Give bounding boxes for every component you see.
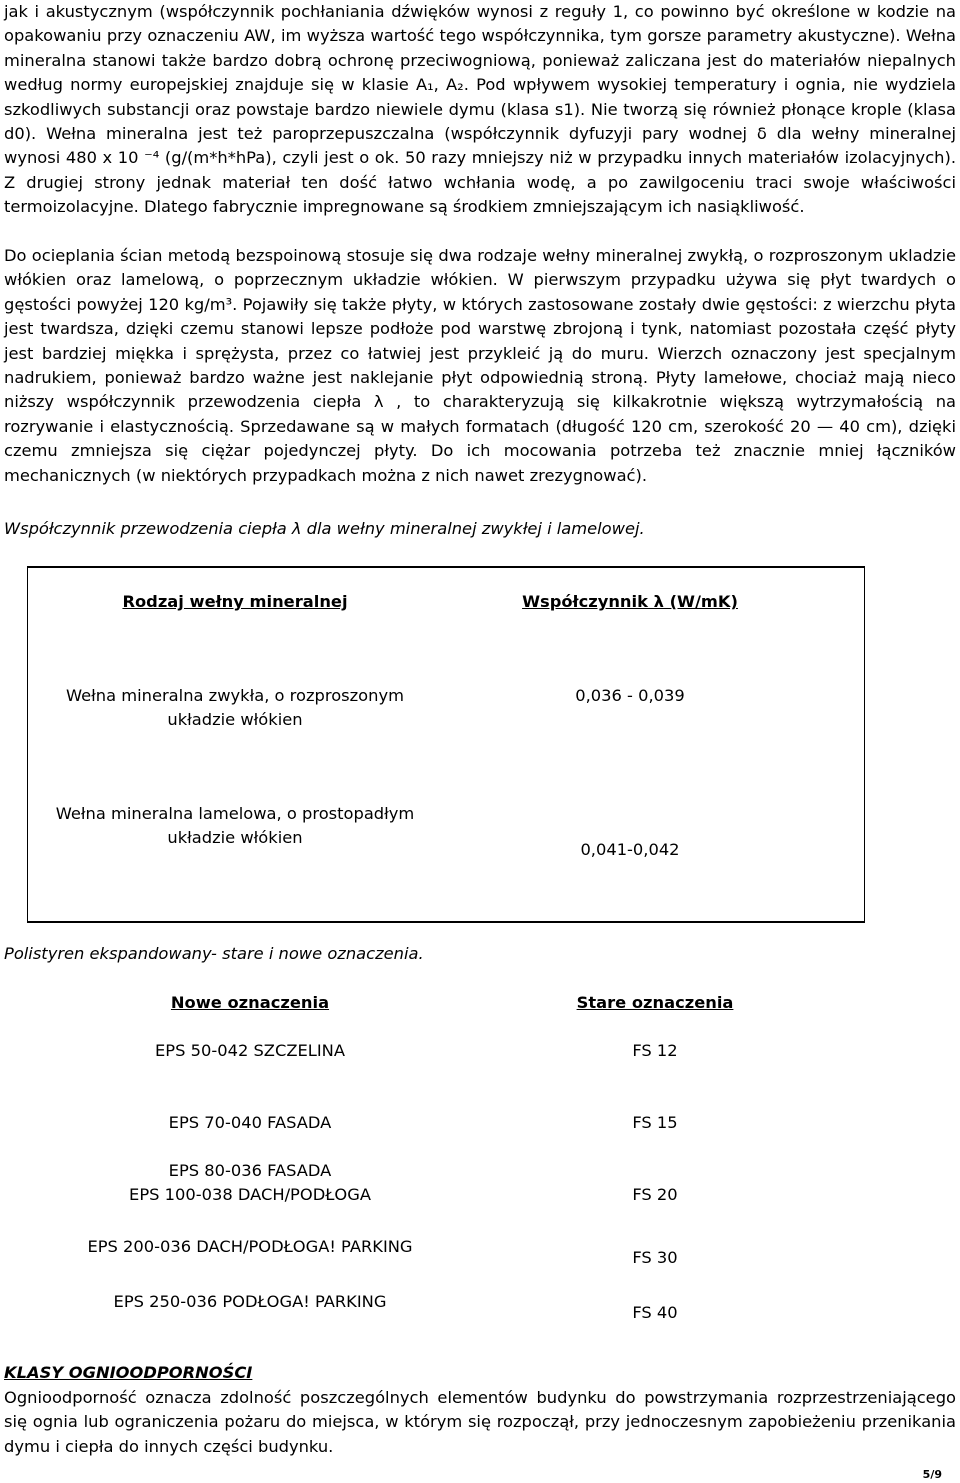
table1-row-1-type <box>30 684 440 732</box>
eps-old-1: FS 12 <box>632 1041 678 1060</box>
table1-row-2-type-line2: układzie włókien <box>167 828 303 847</box>
thermal-conductivity-table <box>27 566 865 923</box>
table1-row-1-value: 0,036 - 0,039 <box>575 686 685 705</box>
table2-header-old: Stare oznaczenia <box>576 993 734 1012</box>
table1-row-1-type-line2: układzie włókien <box>167 710 303 729</box>
eps-old-6: FS 40 <box>632 1303 678 1322</box>
table1-header-lambda: Współczynnik λ (W/mK) <box>522 592 738 611</box>
eps-new-5: EPS 200-036 DACH/PODŁOGA! PARKING <box>87 1237 413 1256</box>
eps-new-2: EPS 70-040 FASADA <box>168 1113 332 1132</box>
table1-row-2-type <box>20 802 450 850</box>
eps-new-4: EPS 100-038 DACH/PODŁOGA <box>129 1185 371 1204</box>
intro-paragraph-2: Do ocieplania ścian metodą bezspoinową stosuje się dwa rodzaje wełny mineralnej zwykłą, o rozproszonym ukladzie włókien oraz lamelową, o poprzecznym układzie włókien. W pierwszym przypadku używa się płyt twardych o gęstości powyżej 120 kg/m³. Pojawiły się także płyty, w których zastosowane zostały dwie gęstości: z wierzchu płyta jest twardsza, dzięki czemu stanowi lepsze podłoże pod warstwę zbrojoną i tynk, natomiast pozostała część płyty jest bardziej miękka i sprężysta, przez co łatwiej jest przykleić ją do muru. Wierzch oznaczony jest specjalnym nadrukiem, ponieważ bardzo ważne jest naklejanie płyt odpowiednią stroną. Płyty lamełowe, chociaż mają nieco niższy współczynnik przewodzenia ciepła λ , to charakteryzują się kilkakrotnie większą wytrzymałością na rozrywanie i elastycznością. Sprzedawane są w małych formatach (długość 120 cm, szerokość 20 — 40 cm), dzięki czemu zmniejsza się ciężar pojedynczej płyty. Do ich mocowania potrzeba też znacznie mniej łączników mechanicznych (w niektórych przypadkach można z nich nawet zrezygnować). <box>4 246 956 485</box>
section-title: KLASY OGNIOODPORNOŚCI <box>4 1363 253 1382</box>
table1-row-2-type-line1: Wełna mineralna lamelowa, o prostopadłym <box>55 804 415 823</box>
page-number: 5/9 <box>922 1468 942 1481</box>
eps-new-1: EPS 50-042 SZCZELINA <box>155 1041 345 1060</box>
eps-old-2: FS 15 <box>632 1113 678 1132</box>
table1-row-2-value: 0,041-0,042 <box>580 840 680 859</box>
table1-caption: Współczynnik przewodzenia ciepła λ dla wełny mineralnej zwykłej i lamelowej. <box>4 519 645 538</box>
table2-header-new: Nowe oznaczenia <box>170 993 330 1012</box>
eps-new-6: EPS 250-036 PODŁOGA! PARKING <box>113 1292 387 1311</box>
table1-header-type: Rodzaj wełny mineralnej <box>122 592 348 611</box>
eps-new-3: EPS 80-036 FASADA <box>168 1161 332 1180</box>
table1-row-1-type-line1: Wełna mineralna zwykła, o rozproszonym <box>66 686 404 705</box>
eps-old-4: FS 20 <box>632 1185 678 1204</box>
eps-old-5: FS 30 <box>632 1248 678 1267</box>
intro-paragraph-1: jak i akustycznym (współczynnik pochłaniania dźwięków wynosi z reguły 1, co powinno być określone w kodzie na opakowaniu przy oznaczeniu AW, im wyższa wartość tego współczynnika, tym gorsze parametry akustyczne). Wełna mineralna stanowi także bardzo dobrą ochronę przeciwogniową, ponieważ zaliczana jest do materiałów niepalnych według normy europejskiej znajduje się w klasie A₁, A₂. Pod wpływem wysokiej temperatury i ognia, nie wydziela szkodliwych substancji oraz powstaje bardzo niewiele dymu (klasa s1). Nie tworzą się również płonące krople (klasa d0). Wełna mineralna jest też paroprzepuszczalna (współczynnik dyfuzyji pary wodnej δ dla wełny mineralnej wynosi 480 x 10 ⁻⁴ (g/(m*h*hPa), czyli jest o ok. 50 razy mniejszy niż w przypadku innych materiałów izolacyjnych). Z drugiej strony jednak materiał ten dość łatwo wchłania wodę, a po zawilgoceniu traci swoje właściwości termoizolacyjne. Dlatego fabrycznie impregnowane są środkiem zmniejszającym ich nasiąkliwość. <box>4 2 956 217</box>
table2-caption: Polistyren ekspandowany- stare i nowe oznaczenia. <box>4 944 424 963</box>
section-paragraph: Ognioodporność oznacza zdolność poszczególnych elementów budynku do powstrzymania rozprzestrzeniającego się ognia lub ograniczenia pożaru do miejsca, w którym się rozpoczął, przy jednoczesnym zapobieżeniu przenikania dymu i ciepła do innych części budynku. <box>4 1388 956 1456</box>
